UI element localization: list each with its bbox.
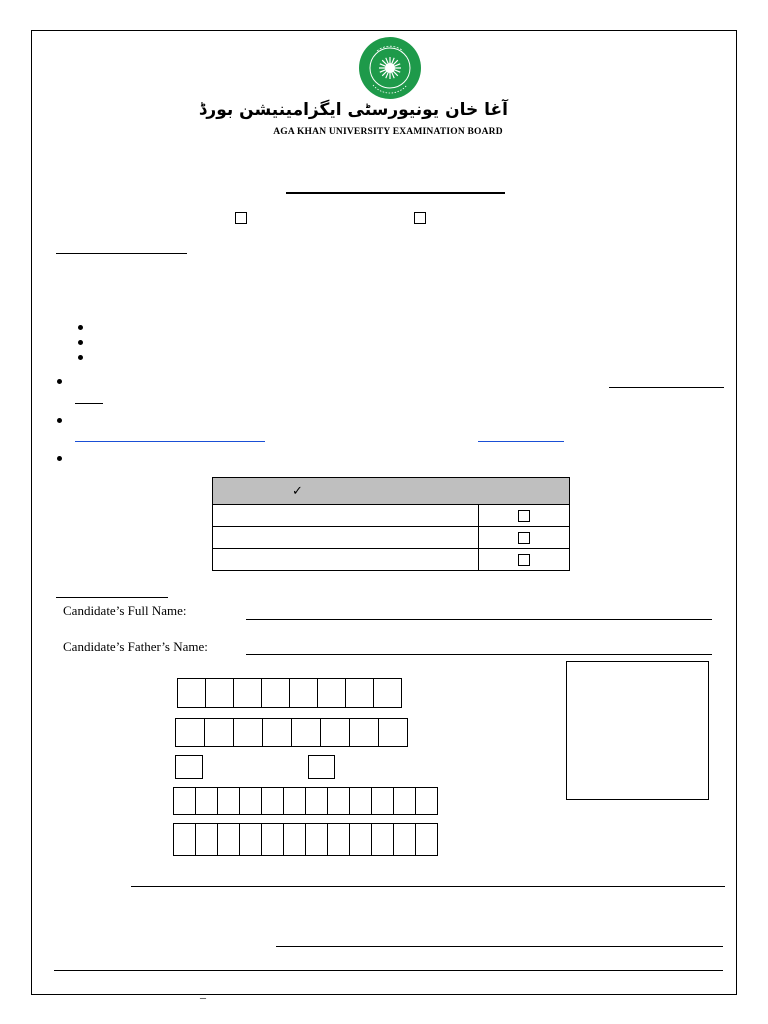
entry-box[interactable] — [261, 787, 284, 815]
section-heading-underline-2 — [56, 597, 168, 598]
option-checkbox-2[interactable] — [414, 212, 426, 224]
entry-box[interactable] — [177, 678, 206, 708]
box-row-3 — [173, 787, 438, 815]
option-row-1 — [213, 505, 570, 527]
entry-box[interactable] — [378, 718, 408, 747]
entry-box[interactable] — [345, 678, 374, 708]
entry-box[interactable] — [283, 823, 306, 856]
entry-box[interactable] — [175, 718, 205, 747]
entry-box[interactable] — [291, 718, 321, 747]
father-name-field[interactable] — [246, 654, 712, 655]
box-row-1 — [177, 678, 402, 708]
bullet-1 — [57, 379, 62, 384]
entry-box[interactable] — [205, 678, 234, 708]
option-row-3-label — [213, 549, 479, 571]
entry-box[interactable] — [261, 823, 284, 856]
link-underline-1[interactable] — [75, 441, 265, 442]
entry-box[interactable] — [349, 823, 372, 856]
photo-box — [566, 661, 709, 800]
entry-box[interactable] — [239, 823, 262, 856]
entry-box[interactable] — [317, 678, 346, 708]
entry-box[interactable] — [173, 823, 196, 856]
full-name-field[interactable] — [246, 619, 712, 620]
entry-box[interactable] — [415, 823, 438, 856]
gender-box-1[interactable] — [175, 755, 203, 779]
entry-box[interactable] — [305, 787, 328, 815]
entry-box[interactable] — [371, 787, 394, 815]
sub-bullet-2 — [78, 340, 83, 345]
entry-box[interactable] — [305, 823, 328, 856]
link-underline-2[interactable] — [478, 441, 564, 442]
entry-box[interactable] — [217, 823, 240, 856]
option-row-3-checkbox[interactable] — [518, 554, 530, 566]
entry-box[interactable] — [393, 787, 416, 815]
entry-box[interactable] — [289, 678, 318, 708]
full-name-label: Candidate’s Full Name: — [63, 603, 187, 618]
option-table — [212, 477, 570, 571]
entry-box[interactable] — [393, 823, 416, 856]
entry-box[interactable] — [327, 823, 350, 856]
entry-box[interactable] — [262, 718, 292, 747]
entry-box[interactable] — [371, 823, 394, 856]
entry-box[interactable] — [283, 787, 306, 815]
board-name: AGA KHAN UNIVERSITY EXAMINATION BOARD — [273, 127, 503, 137]
tick-icon: ✓ — [292, 484, 303, 499]
option-row-3 — [213, 549, 570, 571]
entry-box[interactable] — [233, 718, 263, 747]
option-checkbox-1[interactable] — [235, 212, 247, 224]
footer-mark: – — [200, 990, 206, 1004]
entry-box[interactable] — [195, 787, 218, 815]
entry-box[interactable] — [217, 787, 240, 815]
entry-box[interactable] — [349, 787, 372, 815]
underline-2 — [75, 403, 103, 404]
option-row-2 — [213, 527, 570, 549]
bullet-2 — [57, 418, 62, 423]
option-row-2-label — [213, 527, 479, 549]
university-logo — [359, 37, 421, 99]
box-row-2 — [175, 718, 408, 747]
signature-field[interactable] — [276, 946, 723, 947]
option-row-1-checkbox[interactable] — [518, 510, 530, 522]
option-row-2-checkbox[interactable] — [518, 532, 530, 544]
bottom-divider — [54, 970, 723, 971]
entry-box[interactable] — [173, 787, 196, 815]
entry-box[interactable] — [239, 787, 262, 815]
gender-box-2[interactable] — [308, 755, 335, 779]
entry-box[interactable] — [261, 678, 290, 708]
entry-box[interactable] — [195, 823, 218, 856]
entry-box[interactable] — [233, 678, 262, 708]
entry-box[interactable] — [373, 678, 402, 708]
entry-box[interactable] — [320, 718, 350, 747]
box-row-4 — [173, 823, 438, 856]
urdu-board-title: آغا خان یونیورسٹی ایگزامینیشن بورڈ — [198, 100, 508, 120]
entry-box[interactable] — [415, 787, 438, 815]
address-field[interactable] — [131, 886, 725, 887]
underline-1 — [609, 387, 724, 388]
bullet-3 — [57, 456, 62, 461]
entry-box[interactable] — [349, 718, 379, 747]
entry-box[interactable] — [204, 718, 234, 747]
entry-box[interactable] — [327, 787, 350, 815]
father-name-label: Candidate’s Father’s Name: — [63, 639, 208, 654]
sub-bullet-1 — [78, 325, 83, 330]
option-row-1-label — [213, 505, 479, 527]
option-table-header — [213, 478, 570, 505]
section-heading-underline — [56, 253, 187, 254]
sub-bullet-3 — [78, 355, 83, 360]
title-underline — [286, 192, 505, 194]
